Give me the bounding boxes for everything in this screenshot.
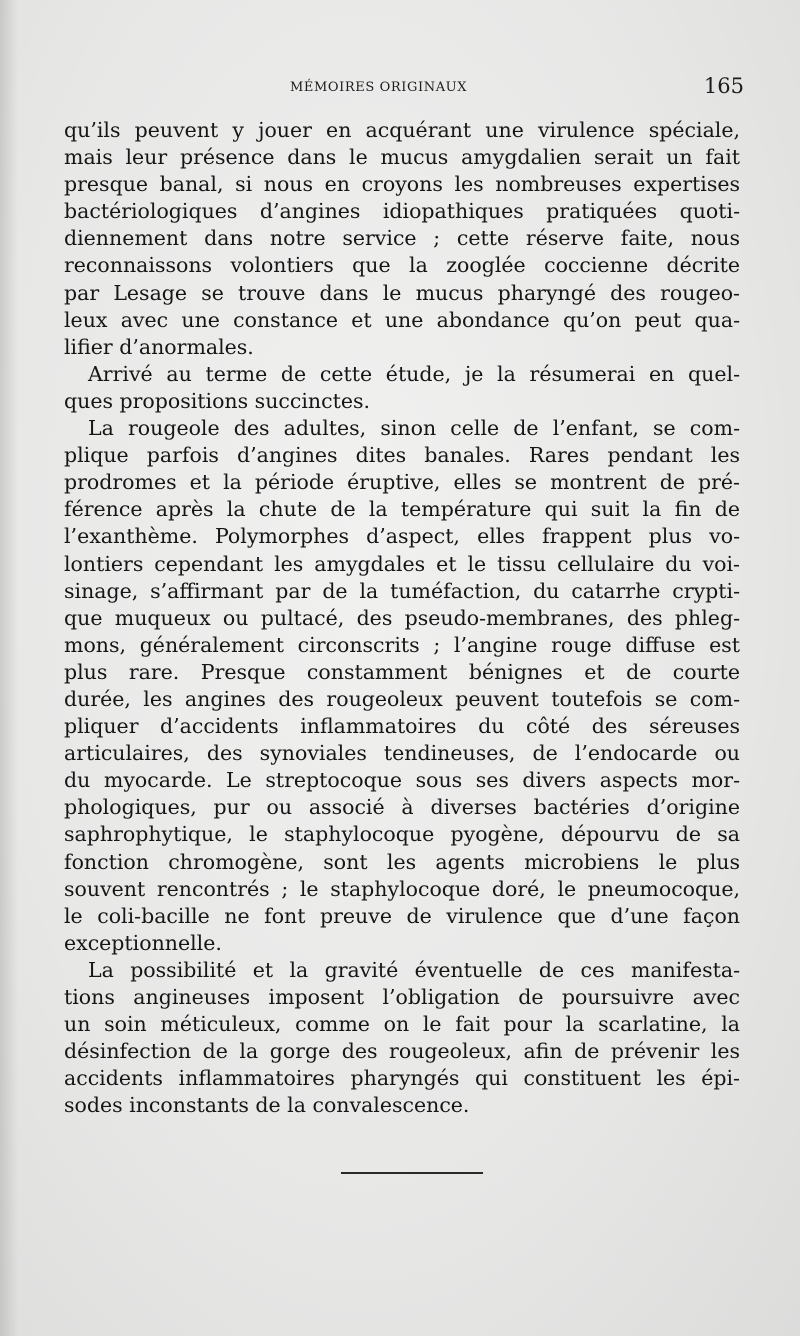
text-line: bactériologiques d’angines idiopathiques pratiquées quoti-	[64, 199, 740, 224]
running-title: MÉMOIRES ORIGINAUX	[290, 80, 468, 95]
text-line: souvent rencontrés ; le staphylocoque doré, le pneumocoque,	[64, 876, 740, 901]
text-line: lontiers cependant les amygdales et le tissu cellulaire du voi-	[64, 551, 740, 576]
text-line: le coli-bacille ne font preuve de virulence que d’une façon	[64, 903, 740, 928]
text-line: leux avec une constance et une abondance qu’on peut qua-	[64, 307, 740, 332]
text-line: fonction chromogène, sont les agents microbiens le plus	[64, 849, 740, 874]
text-line: exceptionnelle.	[64, 930, 222, 955]
text-line: articulaires, des synoviales tendineuses, de l’endocarde ou	[64, 741, 740, 766]
text-line: accidents inflammatoires pharyngés qui constituent les épi-	[64, 1066, 740, 1091]
text-line: que muqueux ou pultacé, des pseudo-membranes, des phleg-	[64, 605, 740, 630]
text-line: mais leur présence dans le mucus amygdalien serait un fait	[64, 145, 740, 170]
text-line: par Lesage se trouve dans le mucus pharyngé des rougeo-	[64, 280, 740, 305]
page-number: 165	[703, 74, 744, 98]
text-line: férence après la chute de la température qui suit la fin de	[64, 497, 740, 522]
text-line: qu’ils peuvent y jouer en acquérant une virulence spéciale,	[64, 118, 740, 142]
section-end-rule	[341, 1172, 483, 1174]
text-line: plus rare. Presque constamment bénignes et de courte	[64, 659, 740, 684]
text-line: La possibilité et la gravité éventuelle de ces manifesta-	[88, 957, 740, 982]
body-text	[64, 117, 740, 1119]
text-line: Arrivé au terme de cette étude, je la résumerai en quel-	[88, 361, 740, 386]
text-line: phologiques, pur ou associé à diverses bactéries d’origine	[64, 795, 740, 820]
text-line: sodes inconstants de la convalescence.	[64, 1093, 470, 1118]
text-line: La rougeole des adultes, sinon celle de l’enfant, se com-	[88, 416, 740, 441]
text-line: un soin méticuleux, comme on le fait pour la scarlatine, la	[64, 1012, 740, 1037]
text-line: diennement dans notre service ; cette réserve faite, nous	[64, 226, 740, 251]
text-line: tions angineuses imposent l’obligation de poursuivre avec	[64, 985, 740, 1009]
text-line: plique parfois d’angines dites banales. Rares pendant les	[64, 443, 740, 468]
text-line: désinfection de la gorge des rougeoleux, afin de prévenir les	[64, 1039, 740, 1064]
text-line: reconnaissons volontiers que la zooglée coccienne décrite	[64, 253, 740, 278]
text-line: presque banal, si nous en croyons les nombreuses expertises	[64, 172, 740, 197]
text-line: pliquer d’accidents inflammatoires du côté des séreuses	[64, 714, 740, 739]
text-line: sinage, s’affirmant par de la tuméfaction, du catarrhe crypti-	[64, 578, 740, 603]
text-line: mons, généralement circonscrits ; l’angine rouge diffuse est	[64, 632, 740, 657]
text-line: ques propositions succinctes.	[64, 388, 371, 413]
text-line: durée, les angines des rougeoleux peuvent toutefois se com-	[64, 686, 740, 711]
text-line: prodromes et la période éruptive, elles se montrent de pré-	[64, 470, 740, 495]
text-line: du myocarde. Le streptocoque sous ses divers aspects mor-	[64, 768, 740, 793]
text-line: saphrophytique, le staphylocoque pyogène, dépourvu de sa	[64, 822, 740, 847]
running-head	[64, 74, 744, 104]
page-edge-shadow	[0, 0, 18, 1336]
text-line: lifier d’anormales.	[64, 334, 254, 359]
text-line: l’exanthème. Polymorphes d’aspect, elles frappent plus vo-	[64, 524, 740, 549]
